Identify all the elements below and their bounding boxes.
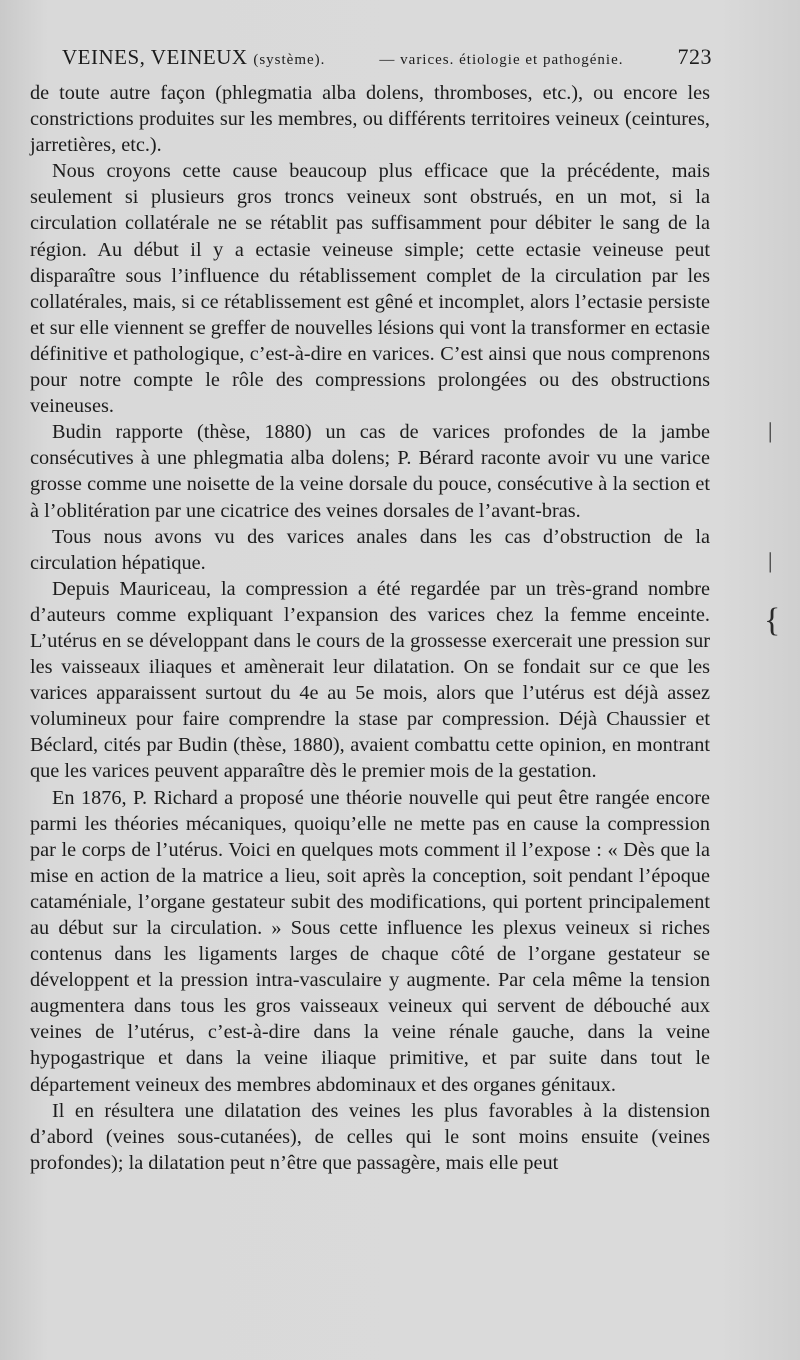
running-head-subtitle: (système). [253, 52, 326, 68]
running-head-section: — varices. étiologie et pathogénie. [379, 52, 624, 68]
margin-bracket-mark: | [768, 548, 773, 573]
running-head-title: VEINES, VEINEUX [62, 45, 248, 69]
margin-brace-mark: { [764, 602, 781, 639]
paragraph-2: Nous croyons cette cause beaucoup plus efficace que la précédente, mais seulement si plusieurs gros troncs veineux sont obstrués, en un mot, si la circulation collatérale ne se rétablit pas suffisamment pour débiter le sang de la région. Au début il y a ectasie veineuse simple; cette ectasie veineuse peut disparaître sous l’influence du rétablissement complet de la circulation par les collatérales, mais, si ce rétablissement est gêné et incomplet, alors l’ectasie persiste et sur elle viennent se greffer de nouvelles lésions qui vont la transformer en ectasie définitive et pathologique, c’est-à-dire en varices. C’est ainsi que nous comprenons pour notre compte le rôle des compressions prolongées ou des obstructions veineuses. [30, 160, 710, 418]
paragraph-3: Budin rapporte (thèse, 1880) un cas de varices profondes de la jambe consécutives à une phlegmatia alba dolens; P. Bérard raconte avoir vu une varice grosse comme une noisette de la veine dorsale du pouce, consécutive à la section et à l’oblitération par une cicatrice des veines dorsales de l’avant-bras. [30, 421, 710, 522]
body-text [30, 80, 710, 1176]
paragraph-1: de toute autre façon (phlegmatia alba dolens, thromboses, etc.), ou encore les constrictions produites sur les membres, ou différents territoires veineux (ceintures, jarretières, etc.). [30, 82, 710, 157]
running-head [62, 44, 712, 70]
page-number: 723 [677, 44, 712, 69]
paragraph-5: Depuis Mauriceau, la compression a été regardée par un très-grand nombre d’auteurs comme expliquant l’expansion des varices chez la femme enceinte. L’utérus en se développant dans le cours de la grossesse exercerait une pression sur les vaisseaux iliaques et amènerait leur dilatation. On se fondait sur ce que les varices apparaissent surtout du 4e au 5e mois, alors que l’utérus est déjà assez volumineux pour faire comprendre la stase par compression. Déjà Chaussier et Béclard, cités par Budin (thèse, 1880), avaient combattu cette opinion, en montrant que les varices peuvent apparaître dès le premier mois de la gestation. [30, 577, 710, 783]
running-head-title-group [62, 45, 325, 70]
paragraph-4: Tous nous avons vu des varices anales dans les cas d’obstruction de la circulation hépatique. [30, 525, 710, 574]
margin-bracket-mark: | [768, 418, 773, 443]
paragraph-7: Il en résultera une dilatation des veines les plus favorables à la distension d’abord (veines sous-cutanées), de celles qui le sont moins ensuite (veines profondes); la dilatation peut n’être que passagère, mais elle peut [30, 1099, 710, 1174]
paragraph-6: En 1876, P. Richard a proposé une théorie nouvelle qui peut être rangée encore parmi les théories mécaniques, quoiqu’elle ne mette pas en cause la compression par le corps de l’utérus. Voici en quelques mots comment il l’expose : « Dès que la mise en action de la matrice a lieu, soit après la conception, soit pendant l’époque cataméniale, l’organe gestateur subit des modifications, qui portent principalement au début sur la circulation. » Sous cette influence les plexus veineux si riches contenus dans les ligaments larges de chaque côté de l’organe gestateur se développent et la pression intra-vasculaire y augmente. Par cela même la tension augmentera dans tous les gros vaisseaux veineux qui servent de débouché aux veines de l’utérus, c’est-à-dire dans la veine rénale gauche, dans la veine hypogastrique et dans la veine iliaque primitive, et par suite dans tout le département veineux des membres abdominaux et des organes génitaux. [30, 786, 710, 1096]
